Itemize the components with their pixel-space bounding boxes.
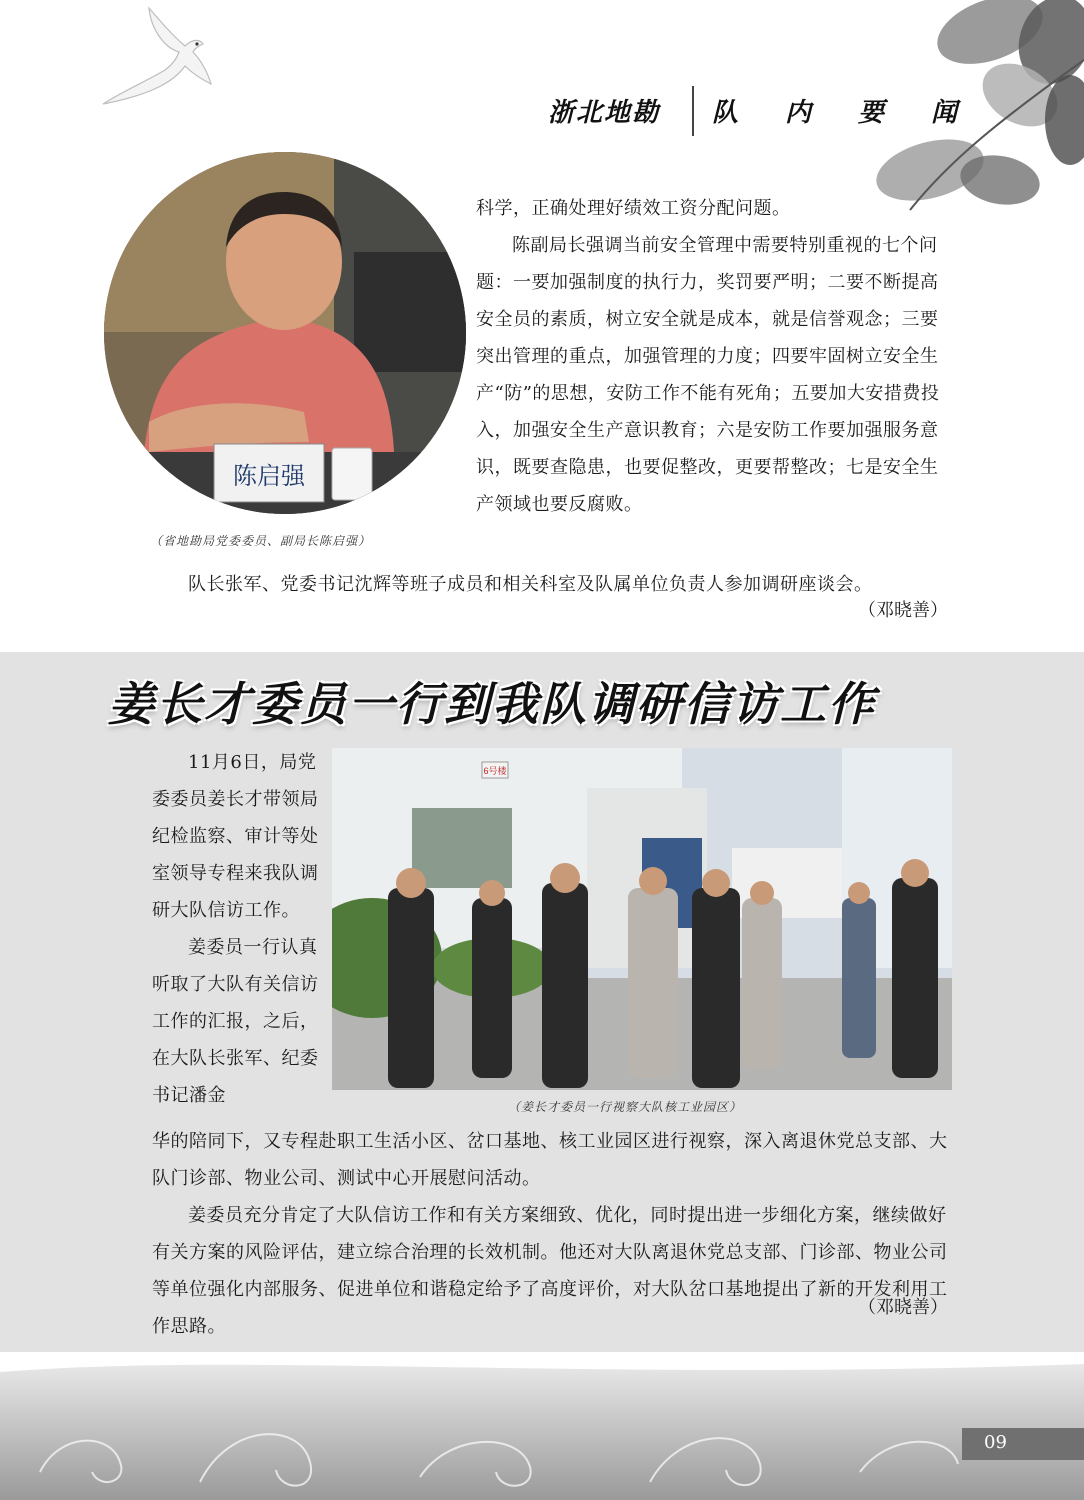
paragraph: 11月6日，局党委委员姜长才带领局纪检监察、审计等处室领导专程来我队调研大队信访工作。 [152,752,319,921]
paragraph: 陈副局长强调当前安全管理中需要特别重视的七个问题：一要加强制度的执行力，奖罚要严明；二要不断提高安全员的素质，树立安全就是成本，就是信誉观念；三要突出管理的重点，加强管理的力度；四要牢固树立安全生产“防”的思想，安防工作不能有死角；五要加大安措费投入，加强安全生产意识教育；六是安防工作要加强服务意识，既要查隐患，也要促整改，更要帮整改；七是安全生产领域也要反腐败。 [476,235,940,515]
page-number-badge [962,1428,1084,1460]
nameplate-text: 陈启强 [233,463,305,490]
dove-illustration [95,0,215,110]
portrait-photo [104,152,466,514]
group-photo-illustration [332,748,952,1090]
article-title: 姜长才委员一行到我队调研信访工作 [108,677,876,731]
section-name [712,92,957,129]
section-char: 队 [712,98,739,128]
top-article-right-column [476,190,956,523]
section-char: 要 [857,98,884,128]
photo-caption: （姜长才委员一行视察大队核工业园区） [508,1100,743,1114]
footer-swirl-decoration [0,1352,1084,1500]
section-char: 内 [784,98,811,128]
portrait-caption: （省地勘局党委委员、副局长陈启强） [150,534,372,548]
header-divider [692,86,694,136]
author: （邓晓善） [858,600,948,621]
paragraph: 姜委员充分肯定了大队信访工作和有关方案细致、优化，同时提出进一步细化方案，继续做好有关方案的风险评估，建立综合治理的长效机制。他还对大队离退休党总支部、门诊部、物业公司等单位强化内部服务、促进单位和谐稳定给予了高度评价，对大队岔口基地提出了新的开发利用工作思路。 [152,1205,948,1337]
paragraph: 队长张军、党委书记沈辉等班子成员和相关科室及队属单位负责人参加调研座谈会。 [188,574,873,595]
building-sign: 6号楼 [483,766,507,776]
group-photo [332,748,952,1090]
paragraph: 科学，正确处理好绩效工资分配问题。 [476,198,791,219]
paragraph: 姜委员一行认真听取了大队有关信访工作的汇报，之后，在大队长张军、纪委书记潘金 [152,937,319,1106]
magazine-name: 浙北地勘 [548,98,661,128]
top-article-full-width [152,566,952,603]
article-bottom-text [152,1123,952,1345]
article-left-column [152,744,324,1114]
section-char: 闻 [930,98,957,128]
paragraph: 华的陪同下，又专程赴职工生活小区、岔口基地、核工业园区进行视察，深入离退休党总支部、大队门诊部、物业公司、测试中心开展慰问活动。 [152,1131,948,1189]
author: （邓晓善） [858,1297,948,1318]
page-number: 09 [984,1432,1007,1453]
